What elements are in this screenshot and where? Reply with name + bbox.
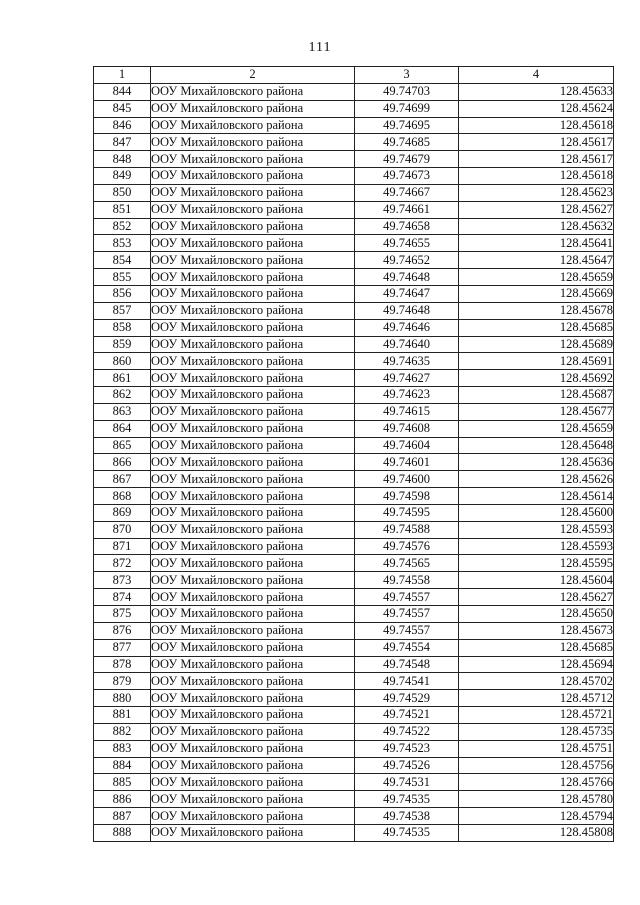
longitude-cell: 128.45687 [459,387,614,404]
latitude-cell: 49.74648 [355,269,459,286]
longitude-cell: 128.45689 [459,336,614,353]
latitude-cell: 49.74538 [355,808,459,825]
object-name-cell: ООУ Михайловского района [151,370,355,387]
table-row [94,707,614,724]
row-number-cell: 873 [94,572,151,589]
row-number-cell: 869 [94,504,151,521]
column-header-name: 2 [151,67,355,84]
table-row [94,740,614,757]
row-number-cell: 858 [94,319,151,336]
latitude-cell: 49.74535 [355,824,459,841]
longitude-cell: 128.45627 [459,201,614,218]
longitude-cell: 128.45685 [459,639,614,656]
latitude-cell: 49.74557 [355,589,459,606]
latitude-cell: 49.74652 [355,252,459,269]
longitude-cell: 128.45624 [459,100,614,117]
table-row [94,370,614,387]
longitude-cell: 128.45669 [459,285,614,302]
row-number-cell: 847 [94,134,151,151]
object-name-cell: ООУ Михайловского района [151,285,355,302]
table-row [94,757,614,774]
longitude-cell: 128.45794 [459,808,614,825]
latitude-cell: 49.74635 [355,353,459,370]
latitude-cell: 49.74595 [355,504,459,521]
longitude-cell: 128.45735 [459,723,614,740]
object-name-cell: ООУ Михайловского района [151,151,355,168]
latitude-cell: 49.74601 [355,454,459,471]
latitude-cell: 49.74522 [355,723,459,740]
latitude-cell: 49.74541 [355,673,459,690]
row-number-cell: 880 [94,690,151,707]
row-number-cell: 887 [94,808,151,825]
table-row [94,521,614,538]
longitude-cell: 128.45627 [459,589,614,606]
table-row [94,319,614,336]
row-number-cell: 860 [94,353,151,370]
longitude-cell: 128.45595 [459,555,614,572]
row-number-cell: 866 [94,454,151,471]
longitude-cell: 128.45659 [459,269,614,286]
latitude-cell: 49.74523 [355,740,459,757]
table-row [94,134,614,151]
table-row [94,690,614,707]
latitude-cell: 49.74655 [355,235,459,252]
latitude-cell: 49.74685 [355,134,459,151]
row-number-cell: 856 [94,285,151,302]
table-row [94,622,614,639]
table-row [94,723,614,740]
row-number-cell: 864 [94,420,151,437]
latitude-cell: 49.74699 [355,100,459,117]
row-number-cell: 872 [94,555,151,572]
object-name-cell: ООУ Михайловского района [151,437,355,454]
latitude-cell: 49.74521 [355,707,459,724]
row-number-cell: 849 [94,168,151,185]
row-number-cell: 874 [94,589,151,606]
column-header-latitude: 3 [355,67,459,84]
object-name-cell: ООУ Михайловского района [151,808,355,825]
object-name-cell: ООУ Михайловского района [151,555,355,572]
table-row [94,673,614,690]
latitude-cell: 49.74658 [355,218,459,235]
object-name-cell: ООУ Михайловского района [151,471,355,488]
row-number-cell: 848 [94,151,151,168]
row-number-cell: 876 [94,622,151,639]
longitude-cell: 128.45633 [459,83,614,100]
row-number-cell: 882 [94,723,151,740]
object-name-cell: ООУ Михайловского района [151,504,355,521]
object-name-cell: ООУ Михайловского района [151,639,355,656]
object-name-cell: ООУ Михайловского района [151,606,355,623]
coordinates-table [93,66,614,842]
row-number-cell: 859 [94,336,151,353]
object-name-cell: ООУ Михайловского района [151,622,355,639]
table-row [94,252,614,269]
table-row [94,218,614,235]
object-name-cell: ООУ Михайловского района [151,201,355,218]
latitude-cell: 49.74646 [355,319,459,336]
longitude-cell: 128.45678 [459,302,614,319]
table-row [94,285,614,302]
latitude-cell: 49.74667 [355,184,459,201]
row-number-cell: 884 [94,757,151,774]
latitude-cell: 49.74703 [355,83,459,100]
table-row [94,151,614,168]
object-name-cell: ООУ Михайловского района [151,302,355,319]
object-name-cell: ООУ Михайловского района [151,791,355,808]
longitude-cell: 128.45673 [459,622,614,639]
table-row [94,117,614,134]
table-row [94,184,614,201]
row-number-cell: 852 [94,218,151,235]
latitude-cell: 49.74548 [355,656,459,673]
row-number-cell: 875 [94,606,151,623]
row-number-cell: 883 [94,740,151,757]
object-name-cell: ООУ Михайловского района [151,656,355,673]
object-name-cell: ООУ Михайловского района [151,134,355,151]
longitude-cell: 128.45766 [459,774,614,791]
row-number-cell: 853 [94,235,151,252]
column-header-number: 1 [94,67,151,84]
longitude-cell: 128.45694 [459,656,614,673]
object-name-cell: ООУ Михайловского района [151,168,355,185]
latitude-cell: 49.74608 [355,420,459,437]
row-number-cell: 885 [94,774,151,791]
latitude-cell: 49.74615 [355,403,459,420]
latitude-cell: 49.74558 [355,572,459,589]
longitude-cell: 128.45617 [459,134,614,151]
table-row [94,504,614,521]
table-row [94,791,614,808]
longitude-cell: 128.45677 [459,403,614,420]
longitude-cell: 128.45647 [459,252,614,269]
latitude-cell: 49.74695 [355,117,459,134]
table-row [94,606,614,623]
latitude-cell: 49.74600 [355,471,459,488]
longitude-cell: 128.45702 [459,673,614,690]
row-number-cell: 878 [94,656,151,673]
object-name-cell: ООУ Михайловского района [151,589,355,606]
row-number-cell: 861 [94,370,151,387]
table-row [94,336,614,353]
latitude-cell: 49.74604 [355,437,459,454]
row-number-cell: 844 [94,83,151,100]
longitude-cell: 128.45721 [459,707,614,724]
longitude-cell: 128.45632 [459,218,614,235]
table-row [94,824,614,841]
object-name-cell: ООУ Михайловского района [151,269,355,286]
longitude-cell: 128.45648 [459,437,614,454]
table-row [94,639,614,656]
longitude-cell: 128.45636 [459,454,614,471]
object-name-cell: ООУ Михайловского района [151,538,355,555]
latitude-cell: 49.74535 [355,791,459,808]
object-name-cell: ООУ Михайловского района [151,100,355,117]
object-name-cell: ООУ Михайловского района [151,572,355,589]
table-row [94,168,614,185]
table-row [94,100,614,117]
table-row [94,437,614,454]
row-number-cell: 870 [94,521,151,538]
table-row [94,302,614,319]
latitude-cell: 49.74647 [355,285,459,302]
row-number-cell: 871 [94,538,151,555]
row-number-cell: 857 [94,302,151,319]
longitude-cell: 128.45600 [459,504,614,521]
object-name-cell: ООУ Михайловского района [151,83,355,100]
table-row [94,235,614,252]
row-number-cell: 854 [94,252,151,269]
table-row [94,589,614,606]
longitude-cell: 128.45712 [459,690,614,707]
object-name-cell: ООУ Михайловского района [151,690,355,707]
latitude-cell: 49.74531 [355,774,459,791]
object-name-cell: ООУ Михайловского района [151,774,355,791]
longitude-cell: 128.45593 [459,538,614,555]
row-number-cell: 863 [94,403,151,420]
latitude-cell: 49.74526 [355,757,459,774]
object-name-cell: ООУ Михайловского района [151,319,355,336]
latitude-cell: 49.74623 [355,387,459,404]
longitude-cell: 128.45659 [459,420,614,437]
object-name-cell: ООУ Михайловского района [151,184,355,201]
row-number-cell: 877 [94,639,151,656]
table-row [94,403,614,420]
object-name-cell: ООУ Михайловского района [151,757,355,774]
row-number-cell: 865 [94,437,151,454]
latitude-cell: 49.74627 [355,370,459,387]
longitude-cell: 128.45780 [459,791,614,808]
table-row [94,201,614,218]
longitude-cell: 128.45618 [459,168,614,185]
longitude-cell: 128.45808 [459,824,614,841]
longitude-cell: 128.45623 [459,184,614,201]
longitude-cell: 128.45641 [459,235,614,252]
table-row [94,656,614,673]
latitude-cell: 49.74661 [355,201,459,218]
table-row [94,454,614,471]
longitude-cell: 128.45650 [459,606,614,623]
latitude-cell: 49.74529 [355,690,459,707]
table-header-row [94,67,614,84]
object-name-cell: ООУ Михайловского района [151,454,355,471]
object-name-cell: ООУ Михайловского района [151,723,355,740]
table-row [94,83,614,100]
latitude-cell: 49.74554 [355,639,459,656]
row-number-cell: 867 [94,471,151,488]
latitude-cell: 49.74648 [355,302,459,319]
row-number-cell: 850 [94,184,151,201]
longitude-cell: 128.45691 [459,353,614,370]
longitude-cell: 128.45614 [459,488,614,505]
row-number-cell: 888 [94,824,151,841]
table-row [94,774,614,791]
table-row [94,488,614,505]
latitude-cell: 49.74557 [355,606,459,623]
latitude-cell: 49.74673 [355,168,459,185]
latitude-cell: 49.74598 [355,488,459,505]
row-number-cell: 855 [94,269,151,286]
object-name-cell: ООУ Михайловского района [151,235,355,252]
column-header-longitude: 4 [459,67,614,84]
latitude-cell: 49.74679 [355,151,459,168]
longitude-cell: 128.45685 [459,319,614,336]
row-number-cell: 846 [94,117,151,134]
longitude-cell: 128.45618 [459,117,614,134]
object-name-cell: ООУ Михайловского района [151,673,355,690]
table-row [94,353,614,370]
row-number-cell: 879 [94,673,151,690]
row-number-cell: 881 [94,707,151,724]
longitude-cell: 128.45593 [459,521,614,538]
object-name-cell: ООУ Михайловского района [151,707,355,724]
object-name-cell: ООУ Михайловского района [151,488,355,505]
row-number-cell: 868 [94,488,151,505]
longitude-cell: 128.45604 [459,572,614,589]
object-name-cell: ООУ Михайловского района [151,403,355,420]
table-row [94,572,614,589]
latitude-cell: 49.74640 [355,336,459,353]
object-name-cell: ООУ Михайловского района [151,824,355,841]
object-name-cell: ООУ Михайловского района [151,252,355,269]
table-row [94,538,614,555]
longitude-cell: 128.45751 [459,740,614,757]
latitude-cell: 49.74565 [355,555,459,572]
table-row [94,420,614,437]
longitude-cell: 128.45626 [459,471,614,488]
table-row [94,269,614,286]
latitude-cell: 49.74588 [355,521,459,538]
page-number: 111 [308,40,332,55]
longitude-cell: 128.45617 [459,151,614,168]
row-number-cell: 862 [94,387,151,404]
row-number-cell: 851 [94,201,151,218]
table-body [94,83,614,841]
longitude-cell: 128.45756 [459,757,614,774]
row-number-cell: 845 [94,100,151,117]
object-name-cell: ООУ Михайловского района [151,117,355,134]
latitude-cell: 49.74576 [355,538,459,555]
object-name-cell: ООУ Михайловского района [151,387,355,404]
object-name-cell: ООУ Михайловского района [151,353,355,370]
table-row [94,555,614,572]
object-name-cell: ООУ Михайловского района [151,420,355,437]
object-name-cell: ООУ Михайловского района [151,740,355,757]
row-number-cell: 886 [94,791,151,808]
table-row [94,808,614,825]
object-name-cell: ООУ Михайловского района [151,521,355,538]
latitude-cell: 49.74557 [355,622,459,639]
object-name-cell: ООУ Михайловского района [151,336,355,353]
table-row [94,387,614,404]
longitude-cell: 128.45692 [459,370,614,387]
table-row [94,471,614,488]
object-name-cell: ООУ Михайловского района [151,218,355,235]
